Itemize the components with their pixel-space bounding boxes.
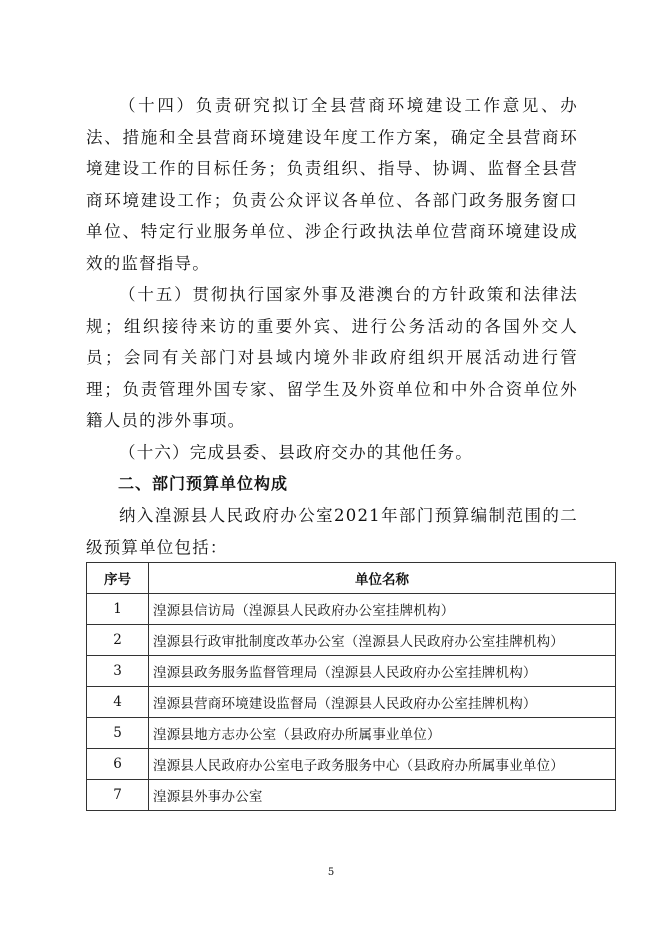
table-row [87,780,616,811]
section-intro: 纳入湟源县人民政府办公室2021年部门预算编制范围的二级预算单位包括： [86,506,578,557]
header-serial-number: 序号 [87,563,149,594]
row-serial-number: 2 [87,625,149,656]
row-unit-name: 湟源县信访局（湟源县人民政府办公室挂牌机构） [149,594,616,625]
paragraph-item-14: （十四）负责研究拟订全县营商环境建设工作意见、办法、措施和全县营商环境建设年度工作方案，确定全县营商环境建设工作的目标任务；负责组织、指导、协调、监督全县营商环境建设工作；负责公众评议各单位、各部门政务服务窗口单位、特定行业服务单位、涉企行政执法单位营商环境建设成效的监督指导。 [86,96,578,273]
section-heading: 二、部门预算单位构成 [118,474,289,493]
row-unit-name: 湟源县行政审批制度改革办公室（湟源县人民政府办公室挂牌机构） [149,625,616,656]
header-unit-name: 单位名称 [149,563,616,594]
page-number: 5 [327,867,335,878]
row-unit-name: 湟源县地方志办公室（县政府办所属事业单位） [149,718,616,749]
row-unit-name: 湟源县人民政府办公室电子政务服务中心（县政府办所属事业单位） [149,749,616,780]
table-row [87,749,616,780]
row-serial-number: 1 [87,594,149,625]
row-unit-name: 湟源县政务服务监督管理局（湟源县人民政府办公室挂牌机构） [149,656,616,687]
row-unit-name: 湟源县营商环境建设监督局（湟源县人民政府办公室挂牌机构） [149,687,616,718]
table-row [87,625,616,656]
row-serial-number: 3 [87,656,149,687]
row-serial-number: 7 [87,780,149,811]
row-serial-number: 6 [87,749,149,780]
table-row [87,718,616,749]
row-unit-name: 湟源县外事办公室 [149,780,616,811]
table-row [87,656,616,687]
paragraph-item-16: （十六）完成县委、县政府交办的其他任务。 [119,443,473,462]
budget-units-table [86,562,616,811]
row-serial-number: 4 [87,687,149,718]
table-header-row [87,563,616,594]
table-row [87,687,616,718]
table-row [87,594,616,625]
paragraph-item-15: （十五）贯彻执行国家外事及港澳台的方针政策和法律法规；组织接待来访的重要外宾、进行公务活动的各国外交人员；会同有关部门对县域内境外非政府组织开展活动进行管理；负责管理外国专家、留学生及外资单位和中外合资单位外籍人员的涉外事项。 [86,285,578,430]
row-serial-number: 5 [87,718,149,749]
